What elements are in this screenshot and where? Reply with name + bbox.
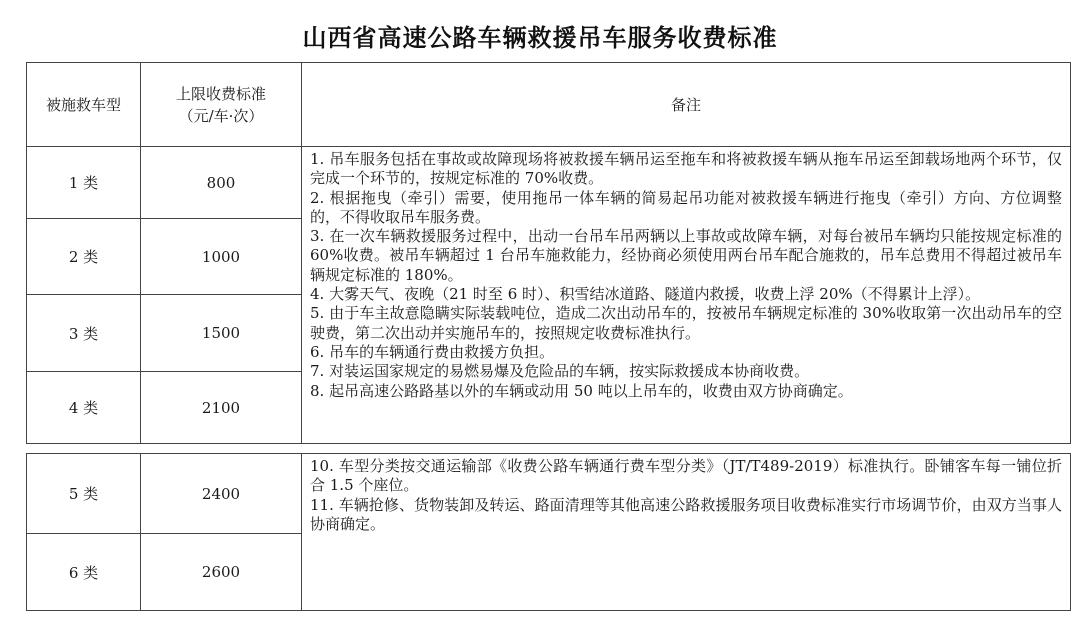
header-vehicle-type: 被施救车型 <box>27 63 141 147</box>
note-item: 4. 大雾天气、夜晚（21 时至 6 时）、积雪结冰道路、隧道内救援，收费上浮 20%（不得累计上浮）。 <box>310 285 981 304</box>
price-cell: 1500 <box>141 295 302 372</box>
note-item: 2. 根据拖曳（牵引）需要，使用拖吊一体车辆的简易起吊功能对被救援车辆进行拖曳（牵引）方向、方位调整的，不得收取吊车服务费。 <box>310 188 1062 226</box>
table-header-row <box>27 63 1071 147</box>
note-item: 3. 在一次车辆救援服务过程中，出动一台吊车吊两辆以上事故或故障车辆，对每台被吊车辆均只能按规定标准的 60%收费。被吊车辆超过 1 台吊车施救能力，经协商必须使用两台吊车配合施救的，吊车总费用不得超过被吊车辆规定标准的 180%。 <box>310 227 1062 284</box>
price-cell: 2100 <box>141 372 302 444</box>
note-item: 11. 车辆抢修、货物装卸及转运、路面清理等其他高速公路救援服务项目收费标准实行市场调节价，由双方当事人协商确定。 <box>310 495 1062 533</box>
table-row <box>27 454 1071 534</box>
header-price-line1: 上限收费标准 <box>175 84 266 103</box>
page-title: 山西省高速公路车辆救援吊车服务收费标准 <box>302 24 778 52</box>
remarks-cell-part-2 <box>302 454 1071 611</box>
header-price-line2: （元/车·次） <box>178 106 264 125</box>
note-item: 1. 吊车服务包括在事故或故障现场将被救援车辆吊运至拖车和将被救援车辆从拖车吊运至卸载场地两个环节，仅完成一个环节的，按规定标准的 70%收费。 <box>310 150 1062 188</box>
price-cell: 1000 <box>141 219 302 295</box>
vehicle-type-cell: 1 类 <box>27 147 141 219</box>
vehicle-type-cell: 2 类 <box>27 219 141 295</box>
table-row <box>27 147 1071 219</box>
fee-table-part-1 <box>26 62 1071 444</box>
price-cell: 2600 <box>141 534 302 611</box>
header-price <box>141 63 302 147</box>
vehicle-type-cell: 6 类 <box>27 534 141 611</box>
vehicle-type-cell: 4 类 <box>27 372 141 444</box>
vehicle-type-cell: 3 类 <box>27 295 141 372</box>
fee-table-part-2 <box>26 453 1071 611</box>
price-cell: 800 <box>141 147 302 219</box>
note-item: 10. 车型分类按交通运输部《收费公路车辆通行费车型分类》（JT/T489-2019）标准执行。卧铺客车每一铺位折合 1.5 个座位。 <box>310 457 1062 495</box>
note-item: 6. 吊车的车辆通行费由救援方负担。 <box>310 342 555 361</box>
header-remarks: 备注 <box>302 63 1071 147</box>
note-item: 8. 起吊高速公路路基以外的车辆或动用 50 吨以上吊车的，收费由双方协商确定。 <box>310 381 853 400</box>
note-item: 5. 由于车主故意隐瞒实际装载吨位，造成二次出动吊车的，按被吊车辆规定标准的 30%收取第一次出动吊车的空驶费，第二次出动并实施吊车的，按照规定收费标准执行。 <box>310 304 1062 342</box>
remarks-cell-part-1 <box>302 147 1071 444</box>
price-cell: 2400 <box>141 454 302 534</box>
vehicle-type-cell: 5 类 <box>27 454 141 534</box>
note-item: 7. 对装运国家规定的易燃易爆及危险品的车辆，按实际救援成本协商收费。 <box>310 362 810 381</box>
